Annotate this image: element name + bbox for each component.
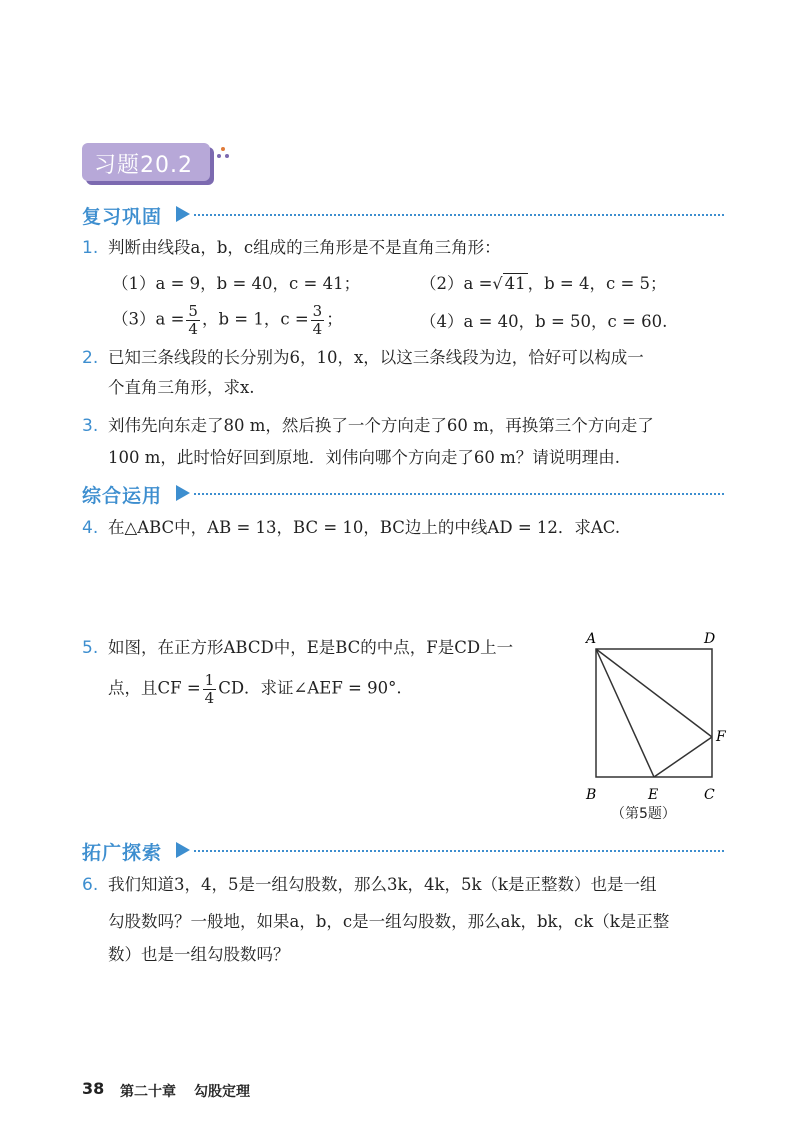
section-label-explore: 拓广探索: [82, 842, 163, 864]
problem-3-line-1: 刘伟先向东走了80 m，然后换了一个方向走了60 m，再换第三个方向走了: [108, 416, 654, 435]
problem-1-sub-3: （3）a = $\frac{5}{4}$ ，b = 1，c = $\frac{3}{4}$ ；: [112, 302, 343, 338]
section-header-explore: [82, 838, 724, 862]
label-c: C: [704, 787, 715, 803]
problem-6-line-1: 我们知道3，4，5是一组勾股数，那么3k，4k，5k（k是正整数）也是一组: [108, 875, 657, 894]
play-arrow-icon: [176, 842, 190, 858]
section-header-apply: [82, 481, 724, 505]
problem-3-line-2: 100 m，此时恰好回到原地．刘伟向哪个方向走了60 m？请说明理由.: [108, 448, 621, 467]
problem-6-line-2: 勾股数吗？一般地，如果a，b，c是一组勾股数，那么ak，bk，ck（k是正整: [108, 912, 670, 931]
problem-number-2: 2.: [82, 348, 99, 368]
play-arrow-icon: [176, 485, 190, 501]
label-f: F: [716, 729, 726, 745]
section-label-review: 复习巩固: [82, 206, 163, 228]
exercise-title: 习题20.2: [94, 153, 193, 178]
chapter-title: 勾股定理: [194, 1084, 250, 1100]
problem-number-6: 6.: [82, 875, 99, 895]
label-b: B: [586, 787, 597, 803]
problem-number-5: 5.: [82, 638, 99, 658]
segment-ef: [654, 737, 712, 777]
problem-1-sub-1: （1）a = 9，b = 40，c = 41；: [112, 274, 361, 293]
exercise-title-tab: [82, 143, 210, 181]
chapter-number: 第二十章: [120, 1084, 176, 1100]
segment-af: [596, 649, 712, 737]
problem-number-4: 4.: [82, 518, 99, 538]
problem-1-text: 判断由线段a，b，c组成的三角形是不是直角三角形：: [108, 238, 501, 257]
problem-4-text: 在△ABC中，AB = 13，BC = 10，BC边上的中线AD = 12．求AC.: [108, 518, 621, 537]
problem-1-sub-4: （4）a = 40，b = 50，c = 60.: [420, 312, 668, 331]
problem-2-line-2: 个直角三角形，求x.: [108, 378, 255, 397]
page-number: 38: [82, 1079, 105, 1098]
section-label-apply: 综合运用: [82, 485, 163, 507]
fraction-5-4: $\frac{5}{4}$: [188, 302, 198, 338]
square-figure: [580, 628, 730, 828]
fraction-3-4: $\frac{3}{4}$: [312, 302, 323, 338]
decorative-dots-icon: [216, 146, 230, 160]
fraction-1-4: $\frac{1}{4}$: [204, 671, 215, 707]
square-abcd: [596, 649, 712, 777]
section-divider: [194, 214, 724, 216]
figure-caption: （第5题）: [611, 806, 676, 822]
problem-1-sub-2: （2）a =√ 41 ，b = 4，c = 5；: [420, 274, 667, 293]
problem-number-3: 3.: [82, 416, 99, 436]
segment-ae: [596, 649, 654, 777]
section-divider: [194, 493, 724, 495]
radical-41: 41: [504, 274, 526, 293]
section-header-review: [82, 202, 724, 226]
problem-5-line-1: 如图，在正方形ABCD中，E是BC的中点，F是CD上一: [108, 638, 514, 657]
play-arrow-icon: [176, 206, 190, 222]
label-a: A: [586, 631, 597, 647]
label-e: E: [648, 787, 659, 803]
label-d: D: [704, 631, 716, 647]
problem-number-1: 1.: [82, 238, 99, 258]
problem-5-line-2: 点，且CF = $\frac{1}{4}$ CD．求证∠AEF = 90°.: [108, 671, 402, 707]
problem-6-line-3: 数）也是一组勾股数吗？: [108, 945, 290, 964]
section-divider: [194, 850, 724, 852]
problem-2-line-1: 已知三条线段的长分别为6，10，x，以这三条线段为边，恰好可以构成一: [108, 348, 644, 367]
